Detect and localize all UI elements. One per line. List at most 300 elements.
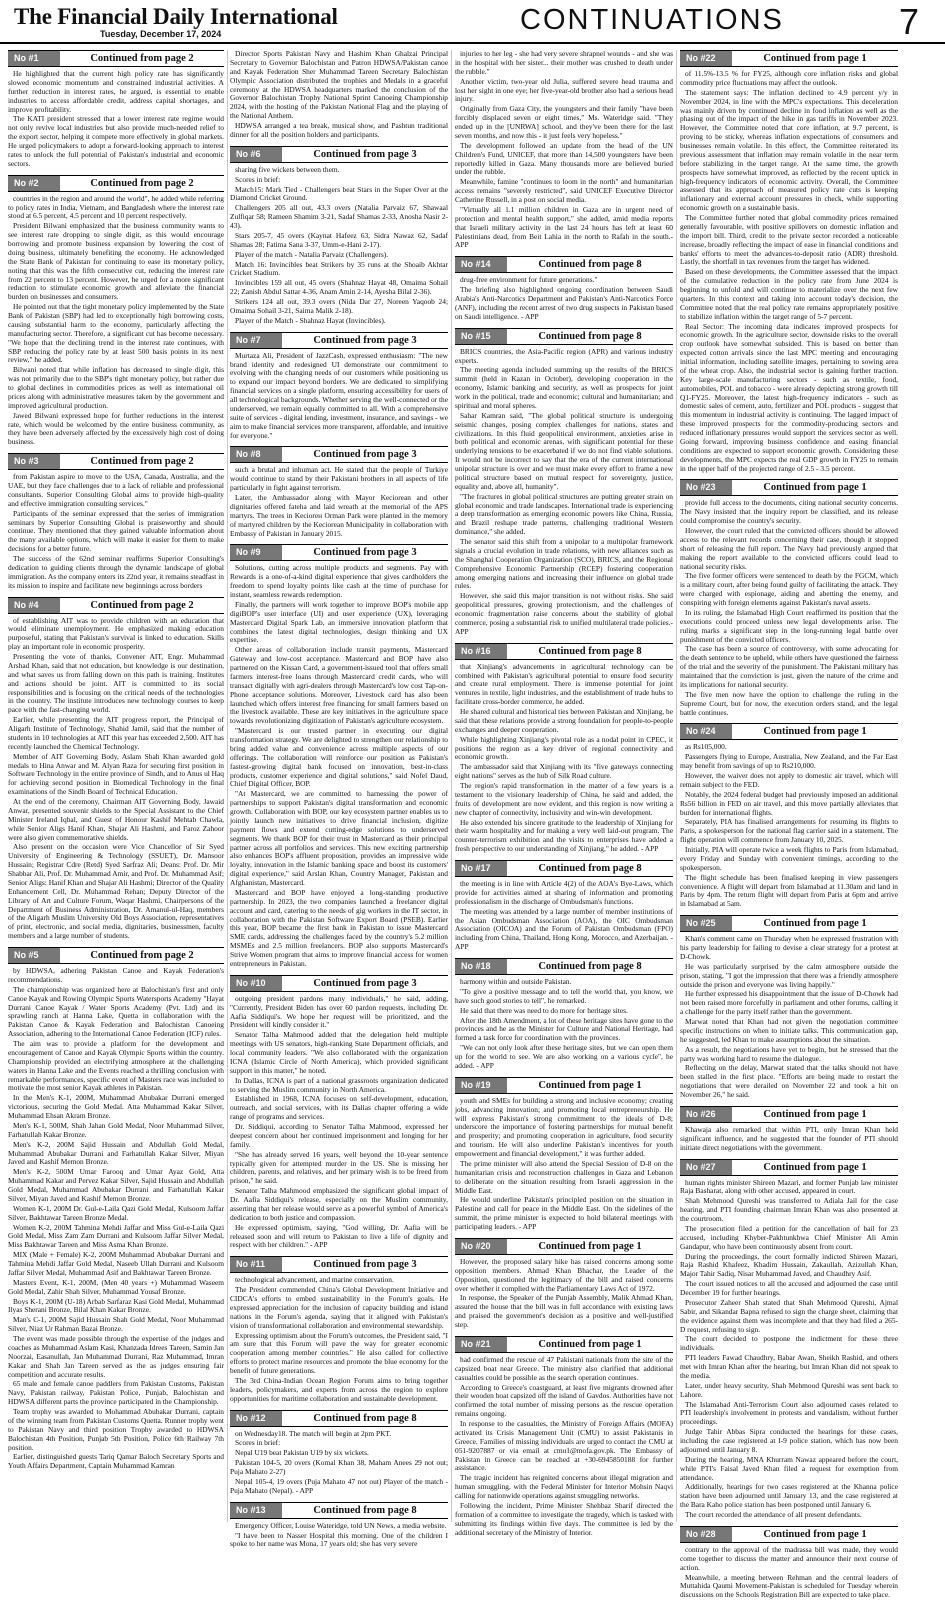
continuation-story (680, 1159, 898, 1520)
story-header (680, 1106, 898, 1123)
story-paragraph: During the hearing, MNA Khurram Nawaz appeared before the court, while PTI's Faisal Javed Khan filed a request for exemption from attendance. (680, 1456, 898, 1483)
story-paragraph: on Wednesday18. The match will begin at 2pm PKT. (230, 1430, 448, 1439)
story-body (455, 1097, 673, 1232)
story-body (230, 1430, 448, 1496)
story-paragraph: Also present on the occasion were Vice Chancellor of Sir Syed University of Engineering & Technology (SSUET), Dr. Mansoor Hussain; Registrar Cdre (Retd) Syed Sarfraz Ali; Deans: Prof. Dr. Mir Shabbar Ali, Prof. Dr. Muhammad Amir, and Prof. Dr. Muhammad Asif; Senior Aligs: Hanif Khan and Shajar Ali Hashmi; Director of the Quality Enhancement Cell, Dr. Muhammad Rehan; Deputy Director of the Library of Art and Culture Forum, Waqar Hashmi, Chairpersons of the Department of Business Administration, Dr. Amanul-ul-Haq, members of the Aligarh Muslim University Old Boys Association, representatives of print, electronic, and social media, dignitaries, businessmen, faculty members and a large number of students. (8, 843, 224, 941)
story-continued-label: Continued from page 1 (732, 1527, 898, 1542)
story-paragraph: Stars 205-7, 45 overs (Kaynat Hafeez 63, Sidra Nawaz 62, Sadaf Shamas 28; Fatima Sana 3-37, Umm-e-Hani 2-17). (230, 232, 448, 250)
story-number: No #17 (455, 861, 507, 876)
story-paragraph: The case has been a source of controversy, with some advocating for the death sentence to be upheld, while others have questioned the fairness of the trial and the severity of the punishment. The Pakistani military has maintained that the conviction is just, given the nature of the crime and its implications for national security. (680, 645, 898, 689)
story-paragraph: Additionally, hearings for two cases registered at the Khanna police station have been adjourned until January 13, and the case registered at the Bara Kaho police station has been postponed until January 6. (680, 1483, 898, 1510)
story-continued-label: Continued from page 2 (60, 948, 224, 963)
story-paragraph: Real Sector: The incoming data indicates improved prospects for economic growth. In the agriculture sector, downside risks to the overall crop outlook have somewhat subsided. This is based on better than expected cotton arrivals since the last MPC meeting and encouraging initial information, including satellite images, pertaining to sowing area of the wheat crop. Also, the industrial sector is gaining further traction. Key large-scale manufacturing sectors - such as textile, food, automobiles, POL and tobacco - were already depicting strong growth till Q1-FY25. Moreover, the latest high-frequency indicators - such as domestic sales of cement, auto, fertilizer and POL products - suggest that this momentum in industrial activity is continuing. The lagged impact of these improved prospects for the commodity-producing sectors and reduced inflationary pressures would support the services sector as well. Going forward, improving business confidence and easing financial conditions are expected to support economic growth. Considering these developments, the MPC expects the real GDP growth in FY25 to remain in the upper half of the projected range of 2.5 - 3.5 percent. (680, 323, 898, 474)
story-paragraph: He said that there was need to do more for heritage sites. (455, 1007, 673, 1016)
story-header (455, 328, 673, 345)
story-continued-label: Continued from page 1 (507, 1239, 673, 1254)
story-paragraph: Strikers 124 all out, 39.3 overs (Nida Dar 27, Noreen Yaqoob 24; Omaima Sohail 3-21, Saima Malik 2-18). (230, 298, 448, 316)
story-paragraph: Passengers flying to Europe, Australia, New Zealand, and the Far East may benefit from savings of up to Rs210,000. (680, 753, 898, 771)
continuation-story (455, 256, 673, 321)
story-header (8, 453, 224, 470)
section-title: CONTINUATIONS (520, 4, 784, 37)
story-paragraph: The briefing also highlighted ongoing coordination between Saudi Arabia's Anti-Narcotics Department and Pakistan's Anti-Narcotics Force (ANF), including the recent arrest of two drug suspects in Pakistan based on Saudi intelligence. - APP (455, 286, 673, 322)
continuation-story (680, 1526, 898, 1600)
story-number: No #21 (455, 1337, 507, 1352)
story-body (680, 499, 898, 717)
story-paragraph: Meanwhile, a meeting between Rehman and the central leaders of Muttahida Qaumi Movement-Pakistan is scheduled for Tuesday wherein discussions on the Schools Registration Bill are expected to take place. (680, 1574, 898, 1600)
story-number: No #4 (8, 598, 60, 613)
story-paragraph: Senator Talha Mahmood added that the delegation held multiple meetings with US senators, high-ranking State Department officials, and local community leaders. "We also collaborated with the organization ICNA (Islamic Circle of North America), which provided significant support in this matter," he noted. (230, 1031, 448, 1075)
story-paragraph: Solutions, cutting across multiple products and segments. Pay with Rewards is a one-of-a-kind digital experience that gives cardholders the freedom to spend loyalty points like cash at the time of purchase for instant, seamless rewards redemption. (230, 564, 448, 600)
story-number: No #15 (455, 329, 507, 344)
story-paragraph: In response to the casualties, the Ministry of Foreign Affairs (MOFA) activated its Crisis Management Unit (CMU) to assist Pakistanis in Greece. Families of missing individuals are urged to contact the CMU at 051-9207887 or via email at cmu1@mofa.gov.pk. The Embassy of Pakistan in Greece can be reached at +30-6945850188 for further assistance. (455, 1420, 673, 1473)
story-number: No #28 (680, 1527, 732, 1542)
continuation-story (230, 1502, 448, 1550)
story-paragraph: "I have been to Nasser Hospital this morning. One of the children I spoke to her name was Mona, 17 years old; she has very severe (230, 1532, 448, 1550)
story-continued-label: Continued from page 2 (60, 454, 224, 469)
story-paragraph: MIX (Male + Female) K-2, 200M Muhammad Abubakar Durrani and Tahmina Mehdi Jaffar Gold Medal, Naseeb Ullah Durrani and Kulsoom Jaffar Silver Medal, Muhammad Asif and Bakhtawar Tareen Bronze. (8, 1251, 224, 1278)
story-continued-label: Continued from page 3 (282, 447, 448, 462)
story-header (680, 1526, 898, 1543)
story-paragraph: Sahar Kamran said, "The global political structure is undergoing seismic changes, posing complex challenges for nations, states and civilizations. In this fluid geopolitical environment, anxieties arise in both political and economic arenas, with significant potential for these underlying tensions to be exacerbated if we do not find viable solutions. It would not be incorrect to say that the era of the current international unipolar structure is over and we must make every effort to frame a new political structure based on mutual respect for sovereignty, justice, equality and, above all, humanity". (455, 412, 673, 492)
story-paragraph: However, the waiver does not apply to domestic air travel, which will remain subject to the FED. (680, 772, 898, 790)
story-paragraph: Separately, PIA has finalised arrangements for resuming its flights to Paris, a spokesperson for the national flag carrier said in a statement. The flight operation will commence from January 10, 2025. (680, 818, 898, 845)
story-paragraph: He highlighted that the current high policy rate has significantly slowed economic momentum and constrained industrial activities. A further reduction in interest rates, he argued, is essential to enable industries to access affordable credit, address capital shortages, and improve profitability. (8, 70, 224, 114)
story-paragraph: outgoing president pardons many individuals," he said, adding, "Currently, President Biden has over 60 pardon requests, including Dr. Aafia Siddiqui's. We hope her request will be prioritized, and the President will kindly consider it." (230, 995, 448, 1031)
story-paragraph: Bilwani noted that while inflation has decreased to single digit, this was not primarily due to the SBP's tight monetary policy, but rather due to global declines in commodities prices as well as international oil prices along with administrative measures taken by the government and improved agricultural production. (8, 366, 224, 410)
story-paragraph: of 11.5%-13.5 % for FY25, although core inflation risks and global commodity price fluctuations may affect the outlook. (680, 70, 898, 88)
story-continued-label: Continued from page 2 (60, 176, 224, 191)
story-paragraph: Other areas of collaboration include transit payments, Mastercard Gateway and low-cost acceptance. Mastercard and BOP have also partnered on the Kissan Card, a government-issued tool that offers small farmers interest-free loans through Mastercard credit cards, who will transact digitally with agri-dealers through Mastercard's low cost Tap-on-Phone acceptance solutions. Moreover, Livestock card has also been launched which offers interest free financing for small farmers based on the livestock available. These are key initiatives in the agriculture space towards revolutionizing digitization of Pakistan's agriculture ecosystem. (230, 646, 448, 726)
story-paragraph: In Dallas, ICNA is part of a national grassroots organization dedicated to serving the Muslim community in North America. (230, 1077, 448, 1095)
story-body (230, 1276, 448, 1403)
story-number: No #23 (680, 480, 732, 495)
story-paragraph: had confirmed the rescue of 47 Pakistani nationals from the site of the capsized boat near Greece. The ministry also clarified that additional casualties could be possible as the search operation continues. (455, 1356, 673, 1383)
story-header (8, 947, 224, 964)
story-paragraph: He pointed out that the tight monetary policy implemented by the State Bank of Pakistan (SBP) had led to exceptionally high borrowing costs, causing substantial harm to the economy, particularly affecting the manufacturing sector. Therefore, a significant cut has become necessary. "We hope that the declining trend in the interest rate continues, with SBP reducing the policy rate by at least 500 basis points in its next review," he added. (8, 303, 224, 365)
story-body (455, 276, 673, 321)
continuation-story (455, 1238, 673, 1330)
story-number: No #26 (680, 1107, 732, 1122)
continuation-story (230, 1410, 448, 1496)
continuation-story (8, 175, 224, 448)
story-paragraph: The meeting agenda included summing up the results of the BRICS summit (held in Kazan in October), developing cooperation in the economy, Islamic banking and security, as well as prospects for joint work in the political, trade and economic; cultural and humanitarian; and spiritual and moral spheres. (455, 366, 673, 410)
story-paragraph: of establishing AIT was to provide children with an education that would eliminate unemployment. He emphasized making education purposeful, stating that Pakistan's survival is linked to education. Skills play an important role in economic prosperity. (8, 617, 224, 653)
story-continued-label: Continued from page 1 (732, 51, 898, 66)
story-paragraph: 65 male and female canoe paddlers from Pakistan Customs, Pakistan Navy, Pakistan railway, Pakistan Police, Punjab, Balochistan and HDWSA different parts the province participated in the Championship. (8, 1380, 224, 1407)
story-paragraph: Pakistan 104-5, 20 overs (Komal Khan 38, Maham Anees 29 not out; Puja Mahato 2-27) (230, 1459, 448, 1477)
story-paragraph: The flight schedule has been finalised keeping in view passengers convenience. A flight will depart from Islamabad at 11.30am and land in Paris by 4pm. The return flight will depart from Paris at 6pm and arrive in Islamabad at 5am. (680, 874, 898, 910)
story-number: No #24 (680, 724, 732, 739)
story-paragraph: The aim was to provide a platform for the development and encouragement of Canoe and Kayak Olympic Sports within the country. Championship provided an electrifying atmosphere at the challenging waters in Hanna Lake and the Events reached a thrilling conclusion with remarkable performances, specific event of Masters race was included to motivate the most senior Kayak athletes in Pakistan. (8, 1040, 224, 1093)
story-paragraph: Jawed Bilwani expressed hope for further reductions in the interest rate, which would be welcomed by the entire business community, as they have been adversely affected by the excessively high cost of doing business. (8, 412, 224, 448)
story-body (230, 995, 448, 1251)
story-number: No #20 (455, 1239, 507, 1254)
story-paragraph: The prime minister will also attend the Special Session of D-8 on the humanitarian crisis and reconstruction challenges in Gaza and Lebanon to deliberate on the situation resulting from Israeli aggression in the Middle East. (455, 1160, 673, 1196)
story-paragraph: Men's K-2, 200M Sajid Hussain and Abdullah Gold Medal, Muhammad Abubakar Durrani and Farhatullah Kakar Silver, Miyan Javed and Kashif Memon Bronze. (8, 1141, 224, 1168)
continuation-story (680, 479, 898, 717)
story-number: No #12 (230, 1411, 282, 1426)
story-paragraph: Presenting the vote of thanks, Convener AIT, Engr. Muhammad Arshad Khan, said that not education, but knowledge is our destination, and what saves us from falling down on this path is training. Institutes and actions should be joint. AIT is committed to its social responsibilities and is focusing on the critical needs of the technologies in the country. The institute introduces new technology courses to keep pace with the fast-changing world. (8, 653, 224, 715)
story-continued-label: Continued from page 3 (282, 333, 448, 348)
story-paragraph: Marwat noted that Khan had not given the negotiation committee specific instructions on when to initiate talks. This communication gap, he suggested, led Khan to make assumptions about the situation. (680, 1018, 898, 1045)
story-paragraph: that Xinjiang's advancements in agricultural technology can be combined with Pakistan's agricultural potential to ensure food security and create rural employment. There is immense potential for joint ventures in textile, light industries, and the establishment of trade hubs to facilitate cross-border commerce, he added. (455, 663, 673, 707)
story-paragraph: Boys K-1, 200M (U-18) Arbab Sarfaraz Kasi Gold Medal, Muhammad Ilyas Sherani Bronze, Bilal Khan Kakar Bronze. (8, 1298, 224, 1316)
story-continued-label: Continued from page 8 (507, 959, 673, 974)
story-number: No #27 (680, 1160, 732, 1175)
continuation-story (455, 643, 673, 854)
story-paragraph: As a result, the negotiations have yet to begin, but he stressed that the party was working hard to resume the dialogue. (680, 1046, 898, 1064)
dateline: Tuesday, December 17, 2024 (100, 29, 221, 39)
continuation-story (680, 915, 898, 1100)
story-paragraph: The five men now have the option to challenge the ruling in the Supreme Court, but for now, the execution orders stand, and the legal battle continues. (680, 691, 898, 718)
story-paragraph: from Pakistan aspire to move to the USA, Canada, Australia, and the UAE, but they face challenges due to a lack of reliable and professional consultants. Superior Consulting Global aims to provide high-quality and effective immigration consulting services." (8, 473, 224, 509)
story-number: No #6 (230, 147, 282, 162)
story-paragraph: The meeting was attended by a large number of member institutions of the Asian Ombudsman Association (AOA), the OIC Ombudsman Association (OICOA) and the Forum of Pakistan Ombudsman (FPO) including from China, Thailand, Hong Kong, Morocco, and Azerbaijan. - APP (455, 908, 673, 952)
story-paragraph: Judge Tahir Abbas Sipra conducted the hearings for these cases, including the case registered at I-9 police station, which has now been adjourned until January 8. (680, 1428, 898, 1455)
story-body (230, 50, 448, 140)
story-header (230, 1410, 448, 1427)
story-body (680, 1546, 898, 1600)
story-paragraph: by HDWSA, adhering Pakistan Canoe and Kayak Federation's recommendations. (8, 967, 224, 985)
story-header (455, 256, 673, 273)
story-body (680, 1126, 898, 1153)
story-header (680, 479, 898, 496)
continuation-story (8, 453, 224, 590)
story-paragraph: HDWSA arranged a tea break, musical show, and Pashtun traditional dinner for all the position holders and participants. (230, 122, 448, 140)
story-body (455, 663, 673, 854)
story-header (680, 50, 898, 67)
continuation-story (455, 860, 673, 952)
story-paragraph: The success of the 62nd seminar reaffirms Superior Consulting's dedication to guiding clients through the dynamic landscape of global immigration. As the company enters its 22nd year, it remains steadfast in its mission to inspire and facilitate new beginnings across borders (8, 555, 224, 591)
story-paragraph: The President commended China's Global Development Initiative and CIDCA's efforts to embed sustainability in the Forum's goals. He expressed appreciation for the inclusion of capacity building and island nations in the Forum's agenda, saying that it aligned with Pakistan's vision of transformational collaboration and environmental stewardship. (230, 1286, 448, 1330)
story-paragraph: Nepal U19 beat Pakistan U19 by six wickets. (230, 1449, 448, 1458)
story-body (455, 1258, 673, 1330)
story-number: No #9 (230, 545, 282, 560)
story-header (230, 332, 448, 349)
story-body (230, 1522, 448, 1550)
story-paragraph: The tragic incident has reignited concerns about illegal migration and human smuggling, with the Federal Minister for Interior Mohsin Naqvi calling for nationwide operations against smuggling networks. (455, 1474, 673, 1501)
continuation-story (455, 1077, 673, 1232)
story-paragraph: He also extended his sincere gratitude to the leadership of Xinjiang for their warm hospitality and for making a very well laid-out program. The counter-terrorism exhibition and the visits to enterprises have added a fresh perspective to our understanding of Xinjiang," he added. - APP (455, 819, 673, 855)
story-paragraph: The statement says: The inflation declined to 4.9 percent y/y in November 2024, in line with the MPC's expectations. This deceleration was mainly driven by continued decline in food inflation as well as the phasing out of the impact of the hike in gas tariffs in November 2023. However, the Committee noted that core inflation, at 9.7 percent, is proving to be sticky, whereas inflation expectations of consumers and businesses remain volatile. In this effect, the Committee reiterated its previous assessment that inflation may remain volatile in the near term before stabilizing in the target range. At the same time, the growth prospects have somewhat improved, as reflected by the recent uptick in high-frequency indicators of economic activity. Overall, the Committee assessed that its approach of measured policy rate cuts is keeping inflationary and external account pressures in check, while supporting economic growth on a sustainable basis. (680, 89, 898, 213)
story-paragraph: the meeting is in line with Article 4(2) of the AOA's Bye-Laws, which provide for activities aimed at sharing of information and promoting professionalism in the discharge of Ombudsman's functions. (455, 880, 673, 907)
story-paragraph: "To give a positive message and to tell the world that, you know, we have such good stories to tell", he remarked. (455, 988, 673, 1006)
story-paragraph: "The fractures in global political structures are putting greater strain on global economic and trade landscapes. International trade is experiencing a deep transformation as emerging economic powers like China, Russia, and Brazil reshape trade patterns, challenging traditional Western dominance," she added. (455, 493, 673, 537)
story-paragraph: "She has already served 16 years, well beyond the 10-year sentence typically given for attempted murder in the US. She is missing her children, parents, and relatives, and her primary wish is to be freed from prison," he said. (230, 1151, 448, 1187)
story-paragraph: such a brutal and inhuman act. He stated that the people of Turkiye would continue to stand by their Pakistani brothers in all aspects of life particularly in fight against terrorism. (230, 466, 448, 493)
story-number: No #5 (8, 948, 60, 963)
story-paragraph: Scores in brief: (230, 1439, 448, 1448)
story-number: No #19 (455, 1078, 507, 1093)
story-paragraph: Men's K-2, 500M Umar Farooq and Umar Ayaz Gold, Atta Muhammad Kakar and Pervez Kakar Silver, Sajid Hussain and Abdullah Gold Medal, Muhammad Abubakar Durrani and Farhatullah Kakar Silver, Miyan Javed and Kashif Memon Bronze. (8, 1168, 224, 1204)
story-number: No #13 (230, 1503, 282, 1518)
story-paragraph: Khan's comment came on Thursday when he expressed frustration with his party leadership for failing to devise a clear strategy for a protest at D-Chowk. (680, 935, 898, 962)
story-header (455, 1336, 673, 1353)
story-paragraph: human rights minister Shireen Mazari, and former Punjab law minister Raja Basharat, along with other accused, appeared in court. (680, 1179, 898, 1197)
story-paragraph: Nepal 105-4, 19 overs (Puja Mahato 47 not out) Player of the match - Puja Mahato (Nepal). - APP (230, 1478, 448, 1496)
story-paragraph: as Rs105,000. (680, 743, 898, 752)
story-number: No #18 (455, 959, 507, 974)
continuation-story (8, 597, 224, 942)
story-paragraph: Participants of the seminar expressed that the series of immigration seminars by Superior Consulting Global is praiseworthy and should continue. They mentioned that they gained valuable information about the many available options, which will make it easier for them to make decisions for a better future. (8, 510, 224, 554)
story-paragraph: However, the proposed salary hike has raised concerns among some opposition members. Ahmad Khan Bhachar, the Leader of the Opposition, questioned the legitimacy of the bill and raised concerns over whether it complied with the Parliamentary Laws Act of 1972. (455, 1258, 673, 1294)
story-continued-label: Continued from page 2 (60, 598, 224, 613)
story-header (230, 544, 448, 561)
continuation-story (680, 50, 898, 473)
story-continued-label: Continued from page 2 (60, 51, 224, 66)
story-header (455, 860, 673, 877)
story-paragraph: "Virtually all 1.1 million children in Gaza are in urgent need of protection and mental health support," she added, amid media reports that Israeli military activity in the last 24 hours has left at least 60 Palestinians dead, from Beit Lahia in the north to Rafah in the south.- APP (455, 206, 673, 250)
continuation-story (455, 328, 673, 637)
continuation-story (230, 332, 448, 441)
story-header (230, 146, 448, 163)
continuation-story (230, 146, 448, 326)
story-paragraph: Men's K-1, 500M, Shah Jahan Gold Medal, Noor Muhammad Silver, Farhatullah Kakar Bronze. (8, 1122, 224, 1140)
story-header (455, 1238, 673, 1255)
story-paragraph: Earlier, while presenting the AIT progress report, the Principal of Aligarh Institute of Technology, Shahid Jamil, said that the number of students in 10 technologies at AIT this year has exceeded 2,500. AIT has recently launched the Chemical Technology. (8, 716, 224, 752)
publication-logo: The Financial Daily International (14, 4, 338, 30)
story-header (680, 723, 898, 740)
story-paragraph: PTI leaders Fawad Chaudhry, Babar Awan, Sheikh Rashid, and others met with Imran Khan after the hearing, but Imran Khan did not speak to the media. (680, 1354, 898, 1381)
story-header (8, 597, 224, 614)
story-paragraph: Expressing optimism about the Forum's outcomes, the President said, "I am sure that this Forum will pave the way for greater economic cooperation among member countries." He also called for collective efforts to protect marine resources and promote the blue economy for the benefit of future generations. (230, 1332, 448, 1376)
continuation-story (680, 1106, 898, 1153)
story-paragraph: Dr. Siddiqui, according to Senator Talha Mahmood, expressed her deepest concern about her continued imprisonment and longing for her family. (230, 1123, 448, 1150)
story-paragraph: The Committee further noted that global commodity prices remained generally favourable, with positive spillovers on domestic inflation and the import bill. Third, credit to the private sector recorded a noticeable increase, broadly reflecting the impact of ease in financial conditions and banks' efforts to meet the advances-to-deposit ratio (ADR) threshold. Lastly, the shortfall in tax revenues from the target has widened. (680, 214, 898, 267)
story-body (8, 70, 224, 169)
story-body (680, 1179, 898, 1520)
story-continued-label: Continued from page 8 (507, 329, 673, 344)
continuation-story (230, 446, 448, 538)
story-header (8, 50, 224, 67)
story-paragraph: Prosecutor Zaheer Shah stated that Shah Mehmood Qureshi, Ajmal Sabir, and Sikandar Bapna refused to sign the charge sheet, claiming that the evidence against them was incomplete and that they had filed a 265-D request, refusing to sign. (680, 1299, 898, 1335)
story-number: No #25 (680, 916, 732, 931)
story-paragraph: At the end of the ceremony, Chairman AIT Governing Body, Jawaid Anwar, presented souvenir shields to the Special Assistant to the Chief Minister Ireland Iqbal, and Guest of Honour Kashif Mehtab Chawla, while Senior Aligs Hanif Khan, Shajar Ali Hashmi, and Faroz Zahoor were also given commemorative shields. (8, 798, 224, 842)
column-3 (455, 50, 673, 1524)
story-paragraph: The ambassador said that Xinjiang with its "five gateways connecting eight nations" serves as the hub of Silk Road culture. (455, 763, 673, 781)
story-continued-label: Continued from page 3 (282, 147, 448, 162)
story-body (230, 564, 448, 968)
story-paragraph: He expressed optimism, saying, "God willing, Dr. Aafia will be released soon and will return to Pakistan to live a life of dignity and respect with her children." - APP (230, 1224, 448, 1251)
story-paragraph: Established in 1968, ICNA focuses on self-development, education, outreach, and social services, with its Dallas chapter offering a wide range of programs and services. (230, 1095, 448, 1122)
story-number: No #2 (8, 176, 60, 191)
story-paragraph: Member of AIT Governing Body, Aslam Shah Khan awarded gold medals to Hina Anwar and M. Alyan Raza for securing first position in Software Technology in the entire province of Sindh, and to Anus ul Haq for achieving second position in Biomedical Technology in the final examinations of the Sindh Board of Technical Education. (8, 753, 224, 797)
story-paragraph: Khawaja also remarked that within PTI, only Imran Khan held significant influence, and he suggested that the founder of PTI should initiate direct negotiations with the government. (680, 1126, 898, 1153)
story-continued-label: Continued from page 3 (282, 976, 448, 991)
story-body (455, 1356, 673, 1538)
story-paragraph: injuries to her leg - she had very severe shrapnel wounds - and she was in the hospital with her sister... their mother was crushed to death under the rubble." (455, 50, 673, 77)
story-body (680, 935, 898, 1100)
story-continued-label: Continued from page 1 (732, 916, 898, 931)
story-paragraph: According to Greece's coastguard, at least five migrants drowned after their wooden boat capsized off the island of Gavdos. Authorities have not confirmed the total number of missing persons as the rescue operation remains ongoing. (455, 1384, 673, 1420)
story-continued-label: Continued from page 1 (732, 1160, 898, 1175)
story-continued-label: Continued from page 8 (282, 1411, 448, 1426)
story-paragraph: "At Mastercard, we are committed to harnessing the power of partnerships to support Pakistan's digital transformation and economic growth. Collaboration with BOP, our key ecosystem partner enables us to jointly launch new initiatives to drive financial inclusion, digitize payment flows and extend cutting-edge solutions to underserved segments. We thank BOP for their trust in Mastercard as their principal partner across all portfolios and services. This new exciting partnership also enhances BOP's affluent proposition, provides an impressive wide loyalty, innovation in the Islamic banking space and boost its customers' digital experience," said Arslan Khan, Country Manager, Pakistan and Afghanistan, Mastercard. (230, 790, 448, 888)
story-paragraph: After the 18th Amendment, a lot of these heritage sites have gone to the provinces and he as the Minister for Culture and National Heritage, had formed a task force for coordination with the provinces. (455, 1017, 673, 1044)
story-paragraph: provide full access to the documents, citing national security concerns. The Navy insisted that the inquiry report be classified, and its release could compromise the country's security. (680, 499, 898, 526)
column-1 (8, 50, 224, 1524)
story-paragraph: In response, the Speaker of the Punjab Assembly, Malik Ahmad Khan, assured the house that the bill was in full accordance with existing laws and praised the government's decision as a positive and well-justified step. (455, 1294, 673, 1330)
continuation-story (8, 50, 224, 169)
story-body (680, 743, 898, 909)
story-paragraph: "Mastercard is our trusted partner in executing our digital transformation strategy. We are delighted to strengthen our relationship to bring added value and convenience across multiple aspects of our offerings. The collaboration will reinforce our position as Pakistan's fastest-growing digital bank focused on innovation, best-in-class products, customer experience and digital solutions," said Nofel Daud, Chief Digital Officer, BOP. (230, 727, 448, 789)
story-body (455, 50, 673, 250)
story-paragraph: However, she said this major transition is not without risks. She said geopolitical pressures, growing protectionism, and the challenges of economic fragmentation raise concerns about the stability of global commerce, posing a substantial risk to unified multilateral trade policies.- APP (455, 592, 673, 636)
story-number: No #1 (8, 51, 60, 66)
story-paragraph: sharing five wickets between them. (230, 166, 448, 175)
story-paragraph: The development followed an update from the head of the UN Children's Fund, UNICEF, that more than 14,500 youngsters have been reportedly killed in Gaza. Many thousands more are believed buried under the rubble. (455, 142, 673, 178)
story-number: No #7 (230, 333, 282, 348)
story-paragraph: Player of the match - Natalia Parvaiz (Challengers). (230, 251, 448, 260)
story-number: No #10 (230, 976, 282, 991)
story-paragraph: In the Men's K-1, 200M, Muhammad Abubakar Durrani emerged victorious, securing the Gold Medal. Atta Muhammad Kakar Silver, Muhammad Ehsan Akram Bronze. (8, 1094, 224, 1121)
story-number: No #3 (8, 454, 60, 469)
column-divider (227, 50, 228, 1522)
story-paragraph: Initially, PIA will operate twice a week flights to Paris from Islamabad, every Friday and Sunday with convenient timings, according to the spokesperson. (680, 846, 898, 873)
story-paragraph: Notably, the 2024 federal budget had previously imposed an additional Rs56 billion in FED on air travel, and this move partially alleviates that burden for international flights. (680, 791, 898, 818)
story-paragraph: Match 16: Invincibles beat Strikers by 35 runs at the Shoaib Akhtar Cricket Stadium. (230, 261, 448, 279)
story-paragraph: The championship was organized here at Balochistan's first and only Canoe Kayak and Rowing Olympic Sports Watersports Academy "Hayat Durrani Canoe Kayak / Water Sports Academy (Pvt. Ltd) and its sprawling ranch at Hanna Lake, Quetta in collaboration with the Pakistan Canoe & Kayak Federation and Balochistan Canoeing Association, adhering to the International Canoe Federation (ICF) rules. (8, 986, 224, 1039)
story-paragraph: Women K-2, 200M Tahmina Mehdi Jaffar and Miss Gul-e-Laila Qazi Gold Medal, Miss Zam Zam Durrani and Kulsoom Jaffar Silver Medal, Miss Bakhtawar Tareen and Miss Asma Khan Bronze. (8, 1224, 224, 1251)
story-body (230, 352, 448, 441)
story-continued-label: Continued from page 8 (282, 1503, 448, 1518)
column-4 (680, 50, 898, 1524)
story-paragraph: Women K-1, 200M Dr. Gul-e-Laila Qazi Gold Medal, Kulsoom Jaffar Silver, Bakhtawar Tareen Bronze Medal. (8, 1205, 224, 1223)
story-paragraph: The 3rd China-Indian Ocean Region Forum aims to bring together leaders, policymakers, and experts from across the region to explore opportunities for maritime collaboration and sustainable development. (230, 1377, 448, 1404)
story-continued-label: Continued from page 1 (732, 1107, 898, 1122)
story-paragraph: Meanwhile, famine "continues to loom in the north" and humanitarian access remains "severely restricted", said UNICEF Executive Director Catherine Russell, in a post on social media. (455, 178, 673, 205)
page-number: 7 (899, 1, 919, 43)
continuation-story (8, 947, 224, 1471)
story-header (230, 975, 448, 992)
story-paragraph: Originally from Gaza City, the youngsters and their family "have been forcibly displaced seven or eight times," Ms. Wateridge said. "They ended up in the [UNRWA] school, and they've been there for the last seven months, and now this - it just feels very hopeless." (455, 105, 673, 141)
story-paragraph: Senator Talha Mahmood emphasized the significant global impact of Dr. Aafia Siddiqui's release, especially on the Muslim community, asserting that her release would serve as a powerful symbol of America's dedication to both justice and compassion. (230, 1187, 448, 1223)
story-paragraph: youth and SMEs for building a strong and inclusive economy; creating jobs, advancing innovation; and promoting local entrepreneurship. He will express Pakistan's strong commitment to the ideals of D-8; underscore the importance of fostering partnerships for mutual benefit and prosperity; and promoting cooperation in agriculture, food security and tourism. He will also underline Pakistan's incentives for youth empowerment and financial development," it was further added. (455, 1097, 673, 1159)
story-paragraph: countries in the region and around the world", he added while referring to policy rates in India, Vietnam, and Bangladesh where the interest rate stood at 6.5 percent, 4.5 percent and 10 percent respectively. (8, 195, 224, 222)
story-body (8, 967, 224, 1471)
story-paragraph: Mastercard and BOP have enjoyed a long-standing productive partnership. In 2023, the two companies launched a freelancer digital account and card, catering to the needs of gig workers in the IT sector, in collaboration with the Pakistan Software Export Board (PSEB). Earlier this year, BOP became the first bank in Pakistan to issue Mastercard SME cards, addressing the challenges faced by the country's 5.2 million MSMEs and 2.5 million freelancers. BOP also supports Mastercard's Strive Women program that aims to improve financial access for women entrepreneurs in Pakistan. (230, 889, 448, 969)
story-body (8, 473, 224, 590)
continuation-story (230, 1256, 448, 1403)
continuation-story (455, 1336, 673, 1538)
story-paragraph: Murtaza Ali, President of JazzCash, expressed enthusiasm: "The new brand identity and redesigned UI demonstrate our commitment to evolving with the changing needs of our customers while positioning us to expand our impact beyond borders. We are dedicated to simplifying financial services on a single platform, ensuring accessibility for users of all technological backgrounds. Whether serving the well-connected or the underserved, we remain equally committed to all. With a comprehensive suite of services - digital lending, investment, insurance, and savings - we aim to make financial services more transparent, affordable, and intuitive for everyone." (230, 352, 448, 441)
story-header (8, 175, 224, 192)
story-paragraph: Later, under heavy security, Shah Mehmood Qureshi was sent back to Lahore. (680, 1382, 898, 1400)
story-header (230, 446, 448, 463)
story-continued-label: Continued from page 1 (507, 1078, 673, 1093)
story-paragraph: The Islamabad Anti-Terrorism Court also adjourned cases related to PTI leadership's involvement in protests and vandalism, without further proceedings. (680, 1401, 898, 1428)
story-body (455, 880, 673, 952)
story-header (455, 643, 673, 660)
story-paragraph: The five former officers were sentenced to death by the FGCM, which is a military court, after being found guilty of facilitating the attack. They were charged with espionage, aiding and abetting the enemy, and conspiring with foreign elements against Pakistan's naval assets. (680, 572, 898, 608)
story-body (8, 617, 224, 942)
story-paragraph: Challengers 205 all out, 43.3 overs (Natalia Parvaiz 67, Shawaal Zulfiqar 58; Rameen Shamim 3-21, Sadaf Shamas 2-33, Anosha Nasir 2-43). (230, 204, 448, 231)
story-body (230, 466, 448, 538)
story-paragraph: While highlighting Xinjiang's pivotal role as a nodal point in CPEC, it positions the region as a key driver of regional connectivity and economic growth. (455, 736, 673, 763)
story-paragraph: The event was made possible through the expertise of the judges and coaches as Muhammad Aslam Kasi, Khanzada Idrees Tareen, Samin Jan Noorzai, Easanullah, Jan Muhammad Durrani, Raz Muhammad, Imran Kakar and Shah Jan Tareen served as the as judges ensuring fair competition and accurate results. (8, 1335, 224, 1379)
column-divider (676, 50, 677, 1522)
story-paragraph: Following the incident, Prime Minister Shehbaz Sharif directed the formation of a committee to investigate the tragedy, which is tasked with submitting its findings within five days. The committee is led by the additional secretary of the Ministry of Interior. (455, 1502, 673, 1538)
story-continued-label: Continued from page 3 (282, 545, 448, 560)
story-body (680, 70, 898, 473)
story-number: No #8 (230, 447, 282, 462)
story-continued-label: Continued from page 1 (732, 724, 898, 739)
story-continued-label: Continued from page 1 (732, 480, 898, 495)
story-paragraph: The court decided to postpone the indictment for these three individuals. (680, 1335, 898, 1353)
story-paragraph: He would underline Pakistan's principled position on the situation in Palestine and call for peace in the Middle East. On the sidelines of the summit, the prime minister is expected to hold bilateral meetings with participating leaders. - APP (455, 1196, 673, 1232)
story-paragraph: He shared cultural and historical ties between Pakistan and Xinjiang, he said that these relations provide a strong foundation for people-to-people exchanges and deeper cooperation. (455, 708, 673, 735)
story-number: No #11 (230, 1257, 282, 1272)
story-paragraph: Director Sports Pakistan Navy and Hashim Khan Ghalzai Principal Secretary to Governor Balochistan and Patron HDWSA/Pakistan canoe and Kayak Federation Sher Muhammad Tareen Secretary Balochistan Olympic Association distributed the trophies and Medals in a graceful ceremony at the HDWSA headquarters marked the conclusion of the Governor Balochistan Trophy National Sprint Canoeing Championship 2024, with the hosting of the Pakistan National Flag and the playing of the National Anthem. (230, 50, 448, 121)
story-paragraph: Invincibles 159 all out, 45 overs (Shahnaz Hayat 48, Omaima Sohail 22; Zanish Abdul Sattar 4-36, Anam Amin 2-14, Ayesha Bilal 2-36). (230, 279, 448, 297)
story-number: No #16 (455, 644, 507, 659)
column-divider (451, 50, 452, 1522)
story-paragraph: Based on these developments, the Committee assessed that the impact of the cumulative reduction in the policy rate from June 2024 is beginning to unfold and will continue to materialize over the next few quarters. In this context and taking into account today's decision, the Committee noted that the real policy rate remains appropriately positive to stabilize inflation within the target range of 5-7 percent. (680, 268, 898, 321)
story-paragraph: Another victim, two-year old Julia, suffered severe head trauma and lost her sight in one eye; her five-year-old brother also had a serious head injury. (455, 78, 673, 105)
story-paragraph: Masters Event, K-1, 200M, (Men 40 years +) Muhammad Waseem Gold Medal, Zahir Shah Silver, Muhammad Yousaf Bronze. (8, 1279, 224, 1297)
masthead (0, 0, 945, 44)
story-paragraph: Team trophy was awarded to Mohammad Abubakar Durrani, captain of the winning team from Pakistan Customs Quetta. Runner trophy went to Pakistan Navy and third position Trophy awarded to HDWSA Balochistan 4th Position, Punjab 5th Position, Police 6th Railway 7th position. (8, 1408, 224, 1452)
story-paragraph: The region's rapid transformation in the matter of a few years is a testament to the visionary leadership of China, he said and added, the fruits of development are now evident, and this region is now writing a new chapter of connectivity, inclusivity and win-win development. (455, 782, 673, 818)
story-paragraph: He further expressed his disappointment that the issue of D-Chowk had not been raised more forcefully in parliament and other forums, calling it a challenge for the party itself rather than the government. (680, 990, 898, 1017)
story-paragraph: Earlier, distinguished guests Tariq Qamar Baloch Secretary Sports and Youth Affairs Department, Captain Muhammad Kamran (8, 1453, 224, 1471)
continuation-story (230, 544, 448, 968)
story-paragraph: President Bilwani emphasized that the business community wants to see interest rate dropping to single digit, as this would encourage borrowing and promote business expansion by lowering the cost of doing business, ultimately benefiting the economy. He acknowledged the State Bank of Pakistan for continuing to ease its monetary policy, noting that this was the fifth consecutive cut, reducing the interest rate from 22 percent to 13 percent. However, he urged for a more significant reduction to stimulate economic growth and alleviate the financial burden on businesses and consumers. (8, 222, 224, 302)
story-number: No #14 (455, 257, 507, 272)
story-paragraph: Player of the Match - Shahnaz Hayat (Invincibles). (230, 317, 448, 326)
story-paragraph: The court issued notices to all the accused and adjourned the case until December 19 for further hearings. (680, 1280, 898, 1298)
story-paragraph: The court recorded the attendance of all present defendants. (680, 1511, 898, 1520)
continuation-story (230, 50, 448, 140)
story-header (680, 1159, 898, 1176)
story-paragraph: Scores in brief: (230, 176, 448, 185)
story-paragraph: Later, the Ambassador along with Mayor Keciorean and other dignitaries offered fateha and laid wreath at the memorial of the APS martyrs. The trees in Keciorен Orman Park were planted in the memory of martyred children by the Keciorean Municipality in collaboration with Embassy of Pakistan in January 2015. (230, 494, 448, 538)
story-header (455, 958, 673, 975)
story-number: No #22 (680, 51, 732, 66)
story-continued-label: Continued from page 8 (507, 257, 673, 272)
story-body (455, 348, 673, 637)
story-paragraph: However, the court ruled that the convicted officers should be allowed access to the relevant records concerning their case, though it stopped short of releasing the full report. The Navy had previously argued that making the report available to the convicted officers could lead to national security risks. (680, 527, 898, 571)
column-2 (230, 50, 448, 1524)
story-header (455, 1077, 673, 1094)
story-continued-label: Continued from page 3 (282, 1257, 448, 1272)
story-paragraph: technological advancement, and marine conservation. (230, 1276, 448, 1285)
story-paragraph: Man's C-1, 200M Sajid Hussain Shah Gold Medal, Noor Muhammad Silver, Niaz Ur Rahman Bazai Bronze. (8, 1316, 224, 1334)
story-paragraph: BRICS countries, the Asia-Pacific region (APR) and various industry experts. (455, 348, 673, 366)
story-header (680, 915, 898, 932)
story-continued-label: Continued from page 1 (507, 1337, 673, 1352)
continuation-story (680, 723, 898, 909)
story-paragraph: harmony within and outside Pakistan. (455, 978, 673, 987)
story-continued-label: Continued from page 8 (507, 861, 673, 876)
story-paragraph: Emergency Officer, Louise Wateridge, told UN News, a media website. (230, 1522, 448, 1531)
story-paragraph: Reflecting on the delay, Marwat stated that the talks should not have been stalled in the first place. "Efforts are being made to restart the negotiations that were derailed on November 22 and took a hit on November 26," he said. (680, 1064, 898, 1100)
story-paragraph: During the proceedings, the court formally indicted Shireen Mazari, Raja Rashid Khafeez, Khadim Hussain, Zakaullah, Azizullah Khan, Major Tahir Sadiq, Nisar Muhammad Javed, and Chaudhry Asif. (680, 1253, 898, 1280)
story-paragraph: drug-free environment for future generations." (455, 276, 673, 285)
story-paragraph: Shah Mehmood Qureshi was transferred to Adiala Jail for the case hearing, and PTI founding chairman Imran Khan was also presented at the courtroom. (680, 1197, 898, 1224)
story-header (230, 1256, 448, 1273)
continuation-story (455, 50, 673, 250)
story-paragraph: The KATI president stressed that a lower interest rate regime would not only revive local industries but also provide much-needed relief to the export sector, helping it compete more effectively in global markets. He urged policymakers to adopt a forward-looking approach to interest rates to unlock the full potential of Pakistan's industrial and economic sectors. (8, 115, 224, 168)
story-paragraph: The prosecution filed a petition for the cancellation of bail for 23 accused, including Khyber-Pakhtunkhwa Chief Minister Ali Amin Gandapur, who have been continuously absent from court. (680, 1225, 898, 1252)
story-paragraph: He was particularly surprised by the calm atmosphere outside the prison, stating, "I got the impression that there was a friendly atmosphere outside the prison and everyone was living happily." (680, 963, 898, 990)
story-body (455, 978, 673, 1071)
story-paragraph: "We can not only look after these heritage sites, but we can open them up for the world to see. We are also working on a various cycle", he added. - APP (455, 1044, 673, 1071)
story-paragraph: Match15: Mark Tied - Challengers beat Stars in the Super Over at the Diamond Cricket Ground. (230, 186, 448, 204)
story-body (230, 166, 448, 326)
story-header (230, 1502, 448, 1519)
story-continued-label: Continued from page 8 (507, 644, 673, 659)
